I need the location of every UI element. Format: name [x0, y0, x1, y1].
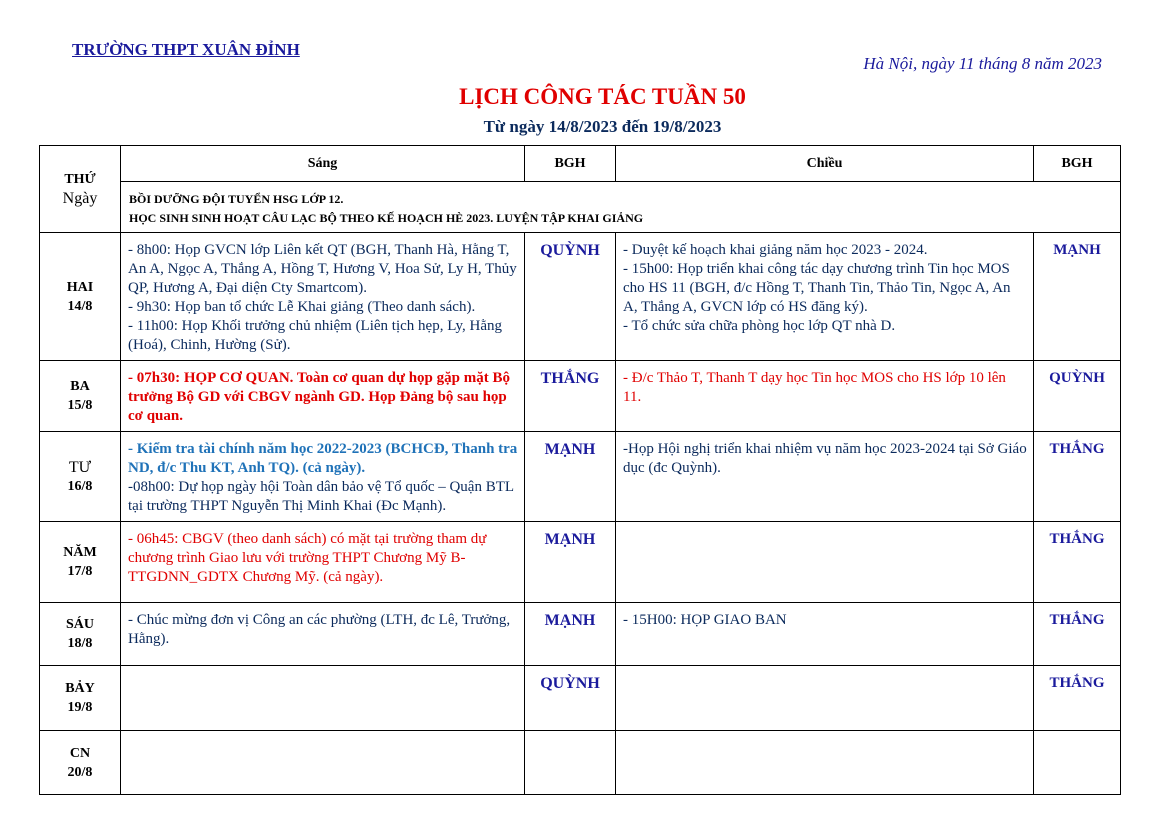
bgh-morning-cell: QUỲNH: [525, 233, 616, 361]
table-row: [40, 361, 1121, 432]
bgh-afternoon-cell: [1034, 731, 1121, 795]
afternoon-item: - 15h00: Họp triển khai công tác dạy chương trình Tin học MOS cho HS 11 (BGH, đ/c Hồng T, Thanh Tin, Thảo Tin, Ngọc A, An A, Thắng A, GVCN lớp có HS đăng ký).: [623, 261, 1011, 315]
bgh-afternoon-cell: THẮNG: [1034, 603, 1121, 666]
morning-cell: - 06h45: CBGV (theo danh sách) có mặt tại trường tham dự chương trình Giao lưu với trường THPT Chương Mỹ B-TTGDNN_GDTX Chương Mỹ. (cả ngày).: [121, 522, 525, 603]
bgh-column-header-1: BGH: [525, 146, 616, 182]
page-title: LỊCH CÔNG TÁC TUẦN 50: [459, 84, 746, 109]
day-name: TƯ: [68, 458, 92, 476]
bgh-morning-cell: MẠNH: [525, 432, 616, 522]
day-cell: [40, 666, 121, 731]
afternoon-cell: [616, 522, 1034, 603]
afternoon-cell: [616, 666, 1034, 731]
day-date: 18/8: [67, 636, 93, 651]
table-row: [40, 432, 1121, 522]
bgh-afternoon-cell: THẮNG: [1034, 522, 1121, 603]
morning-item: - 8h00: Họp GVCN lớp Liên kết QT (BGH, Thanh Hà, Hằng T, An A, Ngọc A, Thắng A, Hồng T, Hương V, Hoa Sử, Ly H, Thủy QP, Hương A, Đại diện Cty Smartcom).: [128, 242, 517, 296]
day-name: NĂM: [63, 545, 97, 560]
bgh-afternoon-cell: THẮNG: [1034, 666, 1121, 731]
day-header-top: THỨ: [64, 172, 96, 187]
bgh-afternoon-cell: QUỲNH: [1034, 361, 1121, 432]
banner-line: HỌC SINH SINH HOẠT CÂU LẠC BỘ THEO KẾ HOẠCH HÈ 2023. LUYỆN TẬP KHAI GIẢNG: [129, 211, 644, 225]
school-name: TRƯỜNG THPT XUÂN ĐỈNH: [72, 40, 300, 59]
document-date: Hà Nội, ngày 11 tháng 8 năm 2023: [863, 54, 1102, 73]
day-cell: [40, 361, 121, 432]
banner-row: [40, 182, 1121, 233]
schedule-table: [39, 145, 1121, 795]
afternoon-item: - Tổ chức sửa chữa phòng học lớp QT nhà D.: [623, 318, 896, 334]
morning-cell: [121, 731, 525, 795]
morning-item: - 9h30: Họp ban tổ chức Lễ Khai giảng (Theo danh sách).: [128, 299, 476, 315]
afternoon-column-header: Chiều: [616, 146, 1034, 182]
day-name: BẢY: [65, 681, 95, 696]
morning-time: - 07h30:: [128, 370, 184, 386]
morning-item: - 11h00: Họp Khối trưởng chủ nhiệm (Liên tịch hẹp, Ly, Hằng (Hoá), Chinh, Hường (Sử).: [128, 318, 503, 353]
bgh-morning-cell: MẠNH: [525, 603, 616, 666]
day-header-bottom: Ngày: [62, 190, 98, 207]
afternoon-item: - Duyệt kế hoạch khai giảng năm học 2023 - 2024.: [623, 242, 928, 258]
afternoon-cell: [616, 731, 1034, 795]
day-name: HAI: [66, 279, 94, 295]
bgh-morning-cell: MẠNH: [525, 522, 616, 603]
bgh-afternoon-cell: THẮNG: [1034, 432, 1121, 522]
page-subtitle: Từ ngày 14/8/2023 đến 19/8/2023: [483, 117, 722, 136]
day-cell: [40, 522, 121, 603]
table-row: [40, 522, 1121, 603]
week-banner: [121, 182, 1121, 233]
morning-cell: [121, 233, 525, 361]
table-row: [40, 233, 1121, 361]
bgh-morning-cell: [525, 731, 616, 795]
bgh-afternoon-cell: MẠNH: [1034, 233, 1121, 361]
bgh-morning-cell: THẮNG: [525, 361, 616, 432]
bgh-column-header-2: BGH: [1034, 146, 1121, 182]
table-row: [40, 666, 1121, 731]
day-cell: [40, 603, 121, 666]
morning-column-header: Sáng: [121, 146, 525, 182]
day-cell: [40, 233, 121, 361]
day-date: 14/8: [67, 298, 93, 314]
bgh-morning-cell: QUỲNH: [525, 666, 616, 731]
day-date: 19/8: [67, 700, 93, 715]
afternoon-cell: - 15H00: HỌP GIAO BAN: [616, 603, 1034, 666]
morning-cell: [121, 361, 525, 432]
banner-line: BỒI DƯỠNG ĐỘI TUYỂN HSG LỚP 12.: [129, 192, 344, 206]
day-date: 20/8: [67, 764, 93, 780]
day-name: CN: [69, 745, 91, 761]
day-name: BA: [70, 379, 90, 394]
morning-text: HỌP CƠ QUAN. Toàn cơ quan dự họp gặp mặt Bộ trưởng Bộ GD với CBGV ngành GD. Họp Đảng bộ sau họp cơ quan.: [128, 370, 510, 424]
morning-cell: - Chúc mừng đơn vị Công an các phường (LTH, đc Lê, Trưởng, Hằng).: [121, 603, 525, 666]
day-date: 17/8: [67, 564, 93, 579]
day-cell: [40, 731, 121, 795]
morning-item: - Kiểm tra tài chính năm học 2022-2023 (BCHCĐ, Thanh tra ND, đ/c Thu KT, Anh TQ). (cả ngày).: [128, 441, 518, 476]
table-row: [40, 731, 1121, 795]
morning-cell: [121, 666, 525, 731]
day-name: SÁU: [65, 617, 94, 632]
morning-cell: [121, 432, 525, 522]
afternoon-cell: - Đ/c Thảo T, Thanh T dạy học Tin học MOS cho HS lớp 10 lên 11.: [616, 361, 1034, 432]
table-row: [40, 603, 1121, 666]
day-cell: [40, 432, 121, 522]
day-date: 15/8: [67, 398, 93, 413]
day-date: 16/8: [67, 478, 93, 494]
table-header-row: [40, 146, 1121, 182]
afternoon-cell: [616, 233, 1034, 361]
morning-item: -08h00: Dự họp ngày hội Toàn dân bảo vệ Tổ quốc – Quận BTL tại trường THPT Nguyễn Thị Minh Khai (Đc Mạnh).: [128, 479, 514, 514]
afternoon-cell: -Họp Hội nghị triển khai nhiệm vụ năm học 2023-2024 tại Sở Giáo dục (đc Quỳnh).: [616, 432, 1034, 522]
day-column-header: [40, 146, 121, 233]
